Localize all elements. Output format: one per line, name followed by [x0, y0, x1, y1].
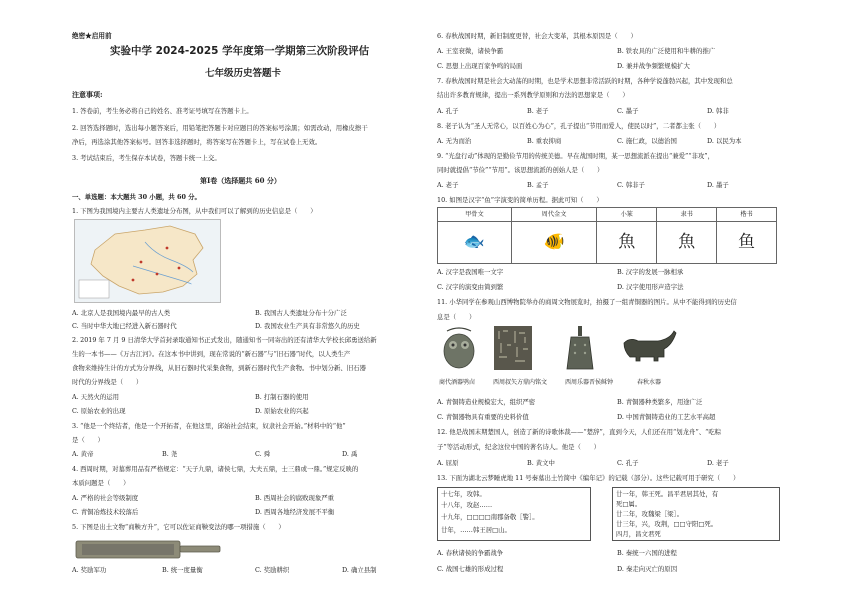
q11-option-a: A. 青铜铸造业规模宏大，组织严密: [437, 398, 536, 406]
bamboo-line: 十八年，攻赵……: [441, 501, 493, 509]
bamboo-line: 十九年，□□□□南郡备敬［警］。: [441, 513, 539, 521]
q4-option-c: C. 青铜冶炼技术较落后: [72, 508, 139, 516]
bronze-measure-icon: [74, 536, 222, 562]
bamboo-line: 死□属。: [616, 500, 642, 508]
bamboo-slip-right: [612, 487, 780, 541]
q10-option-c: C. 汉字的演变由简到繁: [437, 283, 504, 291]
water-vessel-icon: [620, 327, 678, 369]
glyph-small-seal: ⿂: [597, 222, 657, 264]
section-title: 第Ⅰ卷（选择题共 60 分）: [200, 176, 281, 185]
shang-yang-measure-image: [74, 536, 222, 565]
q4-option-a: A. 严格的社会等级制度: [72, 494, 139, 502]
table-header-bronze: 周代金文: [511, 208, 597, 222]
q2-option-b: B. 打制石器的使用: [255, 393, 309, 401]
q9-stem: 同时就提倡“节俭”“节用”。该思想流派的创始人是（ ）: [437, 166, 604, 174]
q11-option-c: C. 青铜器物具有重要的史料价值: [437, 413, 529, 421]
ancient-sites-map: [74, 219, 221, 303]
bamboo-line: 四月，昌文君死: [616, 530, 661, 538]
q12-stem: 子”等活动形式，纪念这位中国的著名诗人。他是（ ）: [437, 443, 601, 451]
q8-option-d: D. 以民为本: [707, 137, 742, 145]
q3-stem: 3. “他是一个终结者，他是一个开拓者，在他这里，邱始社会结束，奴隶社会开始。”材料中的“他”: [72, 422, 346, 430]
exam-title: 实验中学 2024-2025 学年度第一学期第三次阶段评估: [110, 45, 370, 57]
q9-option-d: D. 墨子: [707, 181, 729, 189]
q1-stem: 1. 下图为我国境内主要古人类遗址分布图，从中我们可以了解到的历史信息是（ ）: [72, 207, 317, 215]
bamboo-line: 廿二年，攻魏梁［梁］。: [616, 510, 684, 518]
q6-option-d: D. 兼并战争频繁规模扩大: [617, 62, 690, 70]
q2-stem: 2. 2019 年 7 月 9 日清华大学首封录取通知书正式发出，随通知书一同寄出的还有清华大学校长邱勇送给新: [72, 336, 377, 344]
q2-stem: 食物来维持生计的方式为分界线，从旧石器时代采集食物，到新石器时代生产食物。书中划分新、旧石器: [72, 364, 366, 372]
q5-option-d: D. 确立县制: [342, 566, 377, 574]
table-header-clerical: 隶书: [657, 208, 717, 222]
q13-option-d: D. 秦走向灭亡的原因: [617, 565, 678, 573]
artifact-caption: 商代酒器鸮卣: [439, 379, 476, 386]
q9-option-b: B. 孟子: [527, 181, 549, 189]
q10-option-d: D. 汉字使用形声造字法: [617, 283, 684, 291]
notice-heading: 注意事项:: [72, 90, 103, 99]
q2-option-a: A. 天然火的运用: [72, 393, 120, 401]
table-header-oracle: 甲骨文: [438, 208, 512, 222]
q1-option-c: C. 当时中华大地已经进入新石器时代: [72, 322, 177, 330]
q11-option-d: D. 中国青铜铸造业的工艺水平高超: [617, 413, 716, 421]
bamboo-line: 廿年，……韩王居□山。: [441, 526, 511, 534]
q12-option-d: D. 老子: [707, 459, 729, 467]
q9-option-a: A. 老子: [437, 181, 459, 189]
q4-option-d: D. 西周各地经济发展不平衡: [255, 508, 335, 516]
artifact-caption: 春秋水器: [637, 379, 662, 386]
right-column: [437, 0, 797, 608]
section-subtitle: 一、单选题：本大题共 30 小题，共 60 分。: [72, 193, 201, 201]
q13-option-b: B. 秦统一六国的进程: [617, 549, 677, 557]
fish-character-table: [437, 207, 777, 264]
q8-option-b: B. 重农抑商: [527, 137, 562, 145]
q13-option-c: C. 战国七雄的形成过程: [437, 565, 504, 573]
glyph-oracle: 🐟: [438, 222, 512, 264]
q8-option-a: A. 无为而治: [437, 137, 472, 145]
q7-option-d: D. 韩非: [707, 107, 729, 115]
owl-vessel-icon: [439, 325, 479, 371]
q9-option-c: C. 韩非子: [617, 181, 645, 189]
bronze-bell-icon: [565, 325, 595, 371]
q3-option-d: D. 禹: [342, 450, 358, 458]
q2-stem: 生的一本书——《万古江河》。在这本书中讲到，现在常说的“新石器”与“旧石器”时代，以人类生产: [72, 350, 351, 358]
q12-option-c: C. 孔子: [617, 459, 639, 467]
bamboo-slip-left: [437, 487, 591, 541]
q4-stem: 本质问题是（ ）: [72, 479, 130, 487]
q13-option-a: A. 春秋诸侯的争霸战争: [437, 549, 504, 557]
q1-option-d: D. 我国农业生产具有非常悠久的历史: [255, 322, 360, 330]
q7-option-c: C. 墨子: [617, 107, 639, 115]
q10-option-b: B. 汉字的发展一脉相承: [617, 268, 684, 276]
q2-option-c: C. 原始农业的出现: [72, 407, 126, 415]
q7-option-a: A. 孔子: [437, 107, 459, 115]
notice-item: 净后，再选涂其他答案标号。回答非选择题时，将答案写在答题卡上，写在试卷上无效。: [72, 138, 322, 146]
q2-stem: 时代的分界线是（ ）: [72, 378, 143, 386]
notice-item: 1. 答卷前，考生务必将自己的姓名、准考证号填写在答题卡上。: [72, 107, 253, 115]
q11-stem: 息是（ ）: [437, 313, 476, 321]
q2-option-d: D. 原始农业的兴起: [255, 407, 309, 415]
q11-stem: 11. 小华同学在参观山西博物院举办的商周文物展览时，拍摄了一组青铜器的图片。从中不能得到的历史信: [437, 298, 737, 306]
q6-stem: 6. 春秋战国时期，新旧制度更替，社会大变革，其根本原因是（ ）: [437, 32, 637, 40]
q3-option-a: A. 黄帝: [72, 450, 94, 458]
q7-stem: 7. 春秋战国时期是社会大动荡的时期，也是学术思想非常活跃的时期，各种学说蓬勃兴起，其中发现和总: [437, 77, 733, 85]
q6-option-c: C. 思想上出现百家争鸣的局面: [437, 62, 523, 70]
q12-stem: 12. 他是战国末期楚国人，创造了新的诗歌体裁——“楚辞”，直到今天，人们还在用“划龙舟”、“吃粽: [437, 428, 722, 436]
glyph-bronze: 🐠: [511, 222, 597, 264]
q5-option-c: C. 奖励耕织: [255, 566, 290, 574]
q9-stem: 9. “光盘行动”体现的是勤俭节用的传统美德。早在战国时期，某一思想流派在提出“兼爱”“非攻”，: [437, 152, 714, 160]
q1-option-b: B. 我国古人类遗址分布十分广泛: [255, 309, 347, 317]
exam-subtitle: 七年级历史答题卡: [205, 68, 282, 79]
q8-stem: 8. 老子认为“圣人无常心，以百姓心为心”，孔子提出“节用而爱人，使民以时”，二者都主张（ ）: [437, 122, 721, 130]
q3-option-b: B. 尧: [162, 450, 178, 458]
q3-stem: 是（ ）: [72, 436, 104, 444]
q7-option-b: B. 老子: [527, 107, 549, 115]
q5-stem: 5. 下图是出土文物“商鞅方升”，它可以佐证商鞅变法的哪一项措施（ ）: [72, 523, 285, 531]
q5-option-b: B. 统一度量衡: [162, 566, 203, 574]
q4-option-b: B. 西周社会的腐败现象严重: [255, 494, 335, 502]
artifact-caption: 西周叔矢方鼎内铭文: [493, 379, 548, 386]
q13-stem: 13. 下面为湖北云梦睡虎地 11 号秦墓出土竹简中《编年记》的记载（部分）。这些记载可用于研究（ ）: [437, 474, 740, 482]
q10-stem: 10. 如图是汉字“鱼”字演变的简单历程。据此可知（ ）: [437, 196, 603, 204]
bamboo-line: 廿三年，兴，攻荆，□□守阳□死。: [616, 520, 718, 528]
q10-option-a: A. 汉字是我国唯一文字: [437, 268, 504, 276]
q6-option-b: B. 铁农具的广泛使用和牛耕的推广: [617, 47, 716, 55]
q8-option-c: C. 施仁政，以德治国: [617, 137, 677, 145]
q7-stem: 结出许多教育规律，提出一系列教学原则和方法的思想家是（ ）: [437, 91, 629, 99]
glyph-clerical: 魚: [657, 222, 717, 264]
bamboo-line: 廿一年，韩王死。昌平君居其处，有: [616, 490, 719, 498]
q6-option-a: A. 王室衰微，诸侯争霸: [437, 47, 504, 55]
q5-option-a: A. 奖励军功: [72, 566, 107, 574]
table-header-regular: 楷书: [717, 208, 777, 222]
glyph-regular: 鱼: [717, 222, 777, 264]
q11-option-b: B. 青铜器种类繁多，用途广泛: [617, 398, 703, 406]
china-map-icon: [75, 220, 220, 302]
q1-option-a: A. 北京人是我国境内最早的古人类: [72, 309, 171, 317]
bamboo-line: 十七年，攻韩。: [441, 490, 486, 498]
table-header-small-seal: 小篆: [597, 208, 657, 222]
q4-stem: 4. 西周时期，对墓葬用品有严格规定：“天子九鼎，诸侯七鼎，大夫五鼎，士三鼎或一鼎。”规定反映的: [72, 465, 359, 473]
q3-option-c: C. 舜: [255, 450, 271, 458]
artifact-caption: 西周乐器晋侯稣钟: [565, 379, 614, 386]
bronze-inscription-icon: [493, 325, 533, 371]
left-column: [72, 0, 437, 608]
q12-option-a: A. 屈原: [437, 459, 459, 467]
notice-item: 3. 考试结束后，考生保存本试卷，答题卡统一上交。: [72, 154, 221, 162]
q12-option-b: B. 黄文中: [527, 459, 555, 467]
notice-item: 2. 回答选择题时，选出每小题答案后，用铅笔把答题卡对应题目的答案标号涂黑；如需改动，用橡皮擦干: [72, 124, 368, 132]
secret-label: 绝密★启用前: [72, 32, 112, 40]
